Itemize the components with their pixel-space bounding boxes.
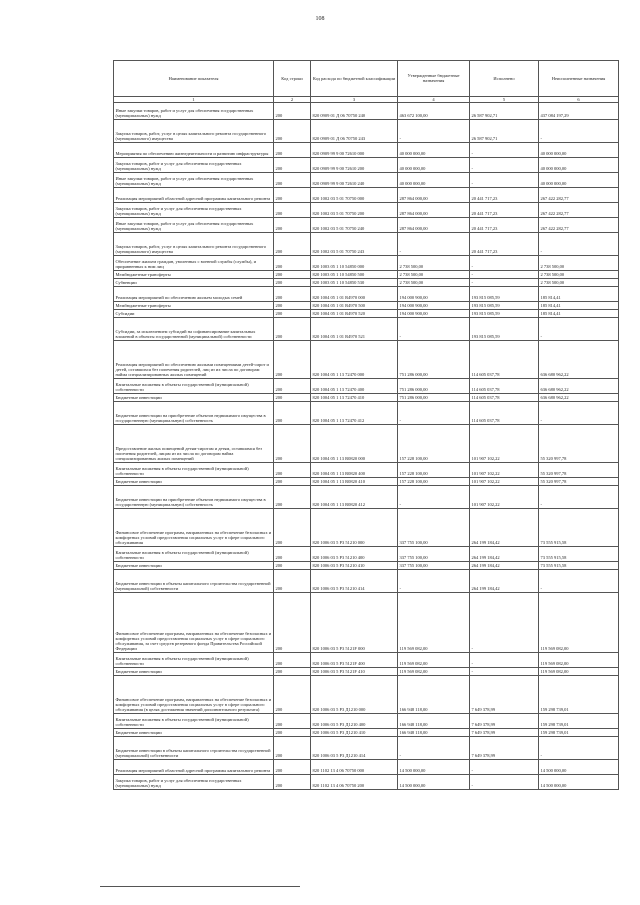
row-expense-code: 820 1006 03 5 P3 51210 414	[311, 569, 398, 592]
header-line-code: Код строки	[274, 61, 311, 97]
row-line-code: 200	[274, 187, 311, 202]
column-index: 6	[539, 96, 619, 102]
table-row	[114, 270, 619, 278]
row-unexecuted: 55 320 997,78	[539, 477, 619, 485]
table-row	[114, 728, 619, 736]
row-executed: 7 649 378,99	[470, 728, 539, 736]
row-expense-code: 820 1006 03 5 P3 5121F 410	[311, 667, 398, 675]
row-executed: 264 199 184,42	[470, 546, 539, 561]
row-name: Закупка товаров, работ и услуг для обеспечения государственных (муниципальных) нужд	[114, 774, 274, 789]
row-approved: -	[398, 401, 470, 424]
row-executed: -	[470, 592, 539, 652]
table-row	[114, 142, 619, 157]
row-name: Капитальные вложения в объекты государственной (муниципальной) собственности	[114, 378, 274, 393]
row-approved: -	[398, 317, 470, 340]
row-name: Бюджетные инвестиции в объекты капитального строительства государственной (муниципальной) собственности	[114, 569, 274, 592]
row-unexecuted: 40 000 000,00	[539, 172, 619, 187]
row-approved: 194 000 900,00	[398, 301, 470, 309]
row-expense-code: 820 1004 05 1 13 R0820 412	[311, 485, 398, 508]
row-expense-code: 820 0909 99 9 00 72610 000	[311, 142, 398, 157]
table-row	[114, 774, 619, 789]
row-executed: 264 199 184,42	[470, 561, 539, 569]
table-row	[114, 286, 619, 301]
row-name: Бюджетные инвестиции в объекты капитального строительства государственной (муниципальной) собственности	[114, 736, 274, 759]
table-row	[114, 713, 619, 728]
row-executed: 193 815 085,59	[470, 286, 539, 301]
row-expense-code: 820 1004 05 1 13 R0820 000	[311, 424, 398, 462]
row-unexecuted: 636 680 962,22	[539, 378, 619, 393]
row-line-code: 200	[274, 340, 311, 378]
header-approved: Утвержденные бюджетные назначения	[398, 61, 470, 97]
row-unexecuted: 185 814,41	[539, 309, 619, 317]
row-line-code: 200	[274, 652, 311, 667]
row-line-code: 200	[274, 736, 311, 759]
table-row	[114, 217, 619, 232]
row-executed: 264 199 184,42	[470, 569, 539, 592]
row-executed: -	[470, 652, 539, 667]
row-expense-code: 820 1004 05 1 01 R4970 500	[311, 301, 398, 309]
row-approved: 157 228 100,00	[398, 462, 470, 477]
row-executed: 114 605 037,78	[470, 378, 539, 393]
row-line-code: 200	[274, 561, 311, 569]
row-unexecuted: 14 500 000,00	[539, 759, 619, 774]
row-unexecuted: 159 298 739,01	[539, 728, 619, 736]
row-unexecuted: 185 814,41	[539, 286, 619, 301]
row-executed: 193 815 085,59	[470, 301, 539, 309]
row-executed: -	[470, 172, 539, 187]
row-line-code: 200	[274, 102, 311, 119]
row-name: Реализация мероприятий по обеспечению жилыми помещениями детей-сирот и детей, оставшихся без попечения родителей, лиц из их числа по договорам найма специализированных жилых помещений	[114, 340, 274, 378]
row-name: Межбюджетные трансферты	[114, 270, 274, 278]
row-expense-code: 820 1102 13 4 06 70750 000	[311, 759, 398, 774]
table-row	[114, 232, 619, 255]
row-approved: 751 286 000,00	[398, 393, 470, 401]
table-header-row	[114, 61, 619, 97]
row-line-code: 200	[274, 462, 311, 477]
table-row	[114, 477, 619, 485]
table-row	[114, 157, 619, 172]
row-approved: 751 286 000,00	[398, 340, 470, 378]
table-row	[114, 340, 619, 378]
table-row	[114, 301, 619, 309]
row-unexecuted: -	[539, 401, 619, 424]
row-approved: -	[398, 232, 470, 255]
table-row	[114, 424, 619, 462]
row-unexecuted: 2 738 500,00	[539, 278, 619, 286]
row-executed: -	[470, 255, 539, 270]
row-approved: 463 672 100,00	[398, 102, 470, 119]
row-line-code: 200	[274, 317, 311, 340]
row-unexecuted: 437 084 197,29	[539, 102, 619, 119]
row-approved: 194 000 900,00	[398, 286, 470, 301]
row-expense-code: 820 1004 05 1 13 72470 412	[311, 401, 398, 424]
row-approved: 119 569 082,00	[398, 652, 470, 667]
row-line-code: 200	[274, 232, 311, 255]
table-row	[114, 278, 619, 286]
row-line-code: 200	[274, 255, 311, 270]
row-expense-code: 820 1004 05 1 01 R4970 000	[311, 286, 398, 301]
row-unexecuted: 2 738 500,00	[539, 270, 619, 278]
table-row	[114, 317, 619, 340]
table-row	[114, 546, 619, 561]
row-expense-code: 820 1102 13 4 06 70750 200	[311, 774, 398, 789]
table-row	[114, 401, 619, 424]
row-executed: -	[470, 270, 539, 278]
row-executed: 114 605 037,78	[470, 401, 539, 424]
row-expense-code: 820 1004 05 1 01 R4970 520	[311, 309, 398, 317]
row-unexecuted: -	[539, 232, 619, 255]
header-unexecuted: Неисполненные назначения	[539, 61, 619, 97]
row-line-code: 200	[274, 172, 311, 187]
header-indicator-name: Наименование показателя	[114, 61, 274, 97]
row-line-code: 200	[274, 592, 311, 652]
row-expense-code: 820 1006 03 5 P3 51210 000	[311, 508, 398, 546]
table-row	[114, 187, 619, 202]
table-row	[114, 508, 619, 546]
row-approved: 40 000 000,00	[398, 172, 470, 187]
table-row	[114, 378, 619, 393]
row-expense-code: 820 1004 05 1 13 72470 000	[311, 340, 398, 378]
row-executed: 20 441 717,23	[470, 187, 539, 202]
column-index: 2	[274, 96, 311, 102]
table-row	[114, 462, 619, 477]
row-line-code: 200	[274, 728, 311, 736]
row-expense-code: 820 1004 05 1 01 R4970 521	[311, 317, 398, 340]
row-name: Финансовое обеспечение программ, направленных на обеспечение безопасных и комфортных условий предоставления социальных услуг в сфере социального обслуживания	[114, 508, 274, 546]
row-line-code: 200	[274, 119, 311, 142]
row-executed: 101 907 102,22	[470, 477, 539, 485]
table-row	[114, 561, 619, 569]
column-index: 3	[311, 96, 398, 102]
row-executed: 101 907 102,22	[470, 424, 539, 462]
row-approved: -	[398, 485, 470, 508]
row-unexecuted: 267 422 282,77	[539, 187, 619, 202]
footnote-divider	[100, 886, 300, 887]
row-expense-code: 820 1003 05 1 10 54850 500	[311, 270, 398, 278]
row-approved: -	[398, 736, 470, 759]
row-approved: 2 738 500,00	[398, 278, 470, 286]
row-approved: 14 500 000,00	[398, 759, 470, 774]
row-approved: 751 286 000,00	[398, 378, 470, 393]
row-name: Бюджетные инвестиции	[114, 667, 274, 675]
row-unexecuted: 119 569 082,00	[539, 592, 619, 652]
row-name: Субсидии, за исключением субсидий на софинансирование капитальных вложений в объекты государственной (муниципальной) собственности	[114, 317, 274, 340]
row-name: Бюджетные инвестиции на приобретение объектов недвижимого имущества в государственную (муниципальную) собственность	[114, 485, 274, 508]
row-approved: 157 228 100,00	[398, 424, 470, 462]
row-name: Мероприятия по обеспечению жизнедеятельности и развитию инфраструктуры	[114, 142, 274, 157]
row-name: Финансовое обеспечение программ, направленных на обеспечение безопасных и комфортных условий предоставления социальных услуг в сфере социального обслуживания, за счет средств резервного фонда Правительства Российской Федерации	[114, 592, 274, 652]
row-name: Иные закупки товаров, работ и услуг для обеспечения государственных (муниципальных) нужд	[114, 217, 274, 232]
row-name: Обеспечение жильем граждан, уволенных с военной службы (службы), и приравненных к ним лиц	[114, 255, 274, 270]
row-name: Капитальные вложения в объекты государственной (муниципальной) собственности	[114, 713, 274, 728]
table-row	[114, 119, 619, 142]
row-executed: -	[470, 278, 539, 286]
row-name: Бюджетные инвестиции	[114, 728, 274, 736]
row-line-code: 200	[274, 546, 311, 561]
row-approved: 119 569 082,00	[398, 667, 470, 675]
row-line-code: 200	[274, 142, 311, 157]
row-unexecuted: 55 320 997,78	[539, 424, 619, 462]
row-line-code: 200	[274, 378, 311, 393]
row-approved: -	[398, 119, 470, 142]
row-expense-code: 820 1002 03 5 01 70750 200	[311, 202, 398, 217]
row-unexecuted: 40 000 000,00	[539, 142, 619, 157]
row-expense-code: 820 1006 03 5 P3 Д1210 414	[311, 736, 398, 759]
row-unexecuted: 119 569 082,00	[539, 652, 619, 667]
row-name: Иные закупки товаров, работ и услуг для обеспечения государственных (муниципальных) нужд	[114, 102, 274, 119]
row-line-code: 200	[274, 270, 311, 278]
row-name: Закупка товаров, работ, услуг в целях капитального ремонта государственного (муниципального) имущества	[114, 232, 274, 255]
row-expense-code: 820 1006 03 5 P3 5121F 400	[311, 652, 398, 667]
row-unexecuted: 159 298 739,01	[539, 675, 619, 713]
row-executed: 193 815 085,59	[470, 317, 539, 340]
row-approved: 40 000 000,00	[398, 157, 470, 172]
row-executed: 26 587 902,71	[470, 119, 539, 142]
row-name: Капитальные вложения в объекты государственной (муниципальной) собственности	[114, 546, 274, 561]
table-row	[114, 667, 619, 675]
row-name: Реализация мероприятий областной адресной программы капитального ремонта	[114, 187, 274, 202]
row-line-code: 200	[274, 485, 311, 508]
row-line-code: 200	[274, 393, 311, 401]
table-row	[114, 255, 619, 270]
row-expense-code: 820 1002 03 5 01 70750 240	[311, 217, 398, 232]
row-unexecuted: 159 298 739,01	[539, 713, 619, 728]
row-expense-code: 820 1004 05 1 13 R0820 410	[311, 477, 398, 485]
row-unexecuted: -	[539, 736, 619, 759]
row-line-code: 200	[274, 424, 311, 462]
row-executed: 20 441 717,23	[470, 232, 539, 255]
row-executed: 114 605 037,78	[470, 393, 539, 401]
row-executed: 193 815 085,59	[470, 309, 539, 317]
column-index: 1	[114, 96, 274, 102]
row-expense-code: 820 0909 99 9 00 72610 200	[311, 157, 398, 172]
row-executed: 101 907 102,22	[470, 485, 539, 508]
row-expense-code: 820 1004 05 1 13 72470 410	[311, 393, 398, 401]
column-index: 5	[470, 96, 539, 102]
row-expense-code: 820 1006 03 5 P3 Д1210 400	[311, 713, 398, 728]
row-name: Закупка товаров, работ и услуг для обеспечения государственных (муниципальных) нужд	[114, 202, 274, 217]
table-row	[114, 172, 619, 187]
row-unexecuted: 73 555 915,58	[539, 508, 619, 546]
row-expense-code: 820 1004 05 1 13 R0820 400	[311, 462, 398, 477]
row-line-code: 200	[274, 508, 311, 546]
table-row	[114, 309, 619, 317]
header-executed: Исполнено	[470, 61, 539, 97]
row-approved: 119 569 082,00	[398, 592, 470, 652]
table-row	[114, 652, 619, 667]
row-approved: 2 738 500,00	[398, 270, 470, 278]
row-approved: 157 228 100,00	[398, 477, 470, 485]
row-approved: 14 500 000,00	[398, 774, 470, 789]
row-name: Реализация мероприятий по обеспечению жильем молодых семей	[114, 286, 274, 301]
row-executed: 26 587 902,71	[470, 102, 539, 119]
row-unexecuted: 185 814,41	[539, 301, 619, 309]
row-approved: 166 948 118,00	[398, 675, 470, 713]
row-expense-code: 820 1006 03 5 P3 Д1210 410	[311, 728, 398, 736]
header-expense-code: Код расхода по бюджетной классификации	[311, 61, 398, 97]
table-row	[114, 592, 619, 652]
row-name: Бюджетные инвестиции	[114, 393, 274, 401]
row-approved: 166 948 118,00	[398, 728, 470, 736]
row-name: Бюджетные инвестиции на приобретение объектов недвижимого имущества в государственную (муниципальную) собственность	[114, 401, 274, 424]
row-executed: -	[470, 157, 539, 172]
row-line-code: 200	[274, 301, 311, 309]
row-unexecuted: 73 555 915,58	[539, 561, 619, 569]
row-expense-code: 820 1006 03 5 P3 Д1210 000	[311, 675, 398, 713]
row-line-code: 200	[274, 278, 311, 286]
row-approved: 166 948 118,00	[398, 713, 470, 728]
row-line-code: 200	[274, 569, 311, 592]
row-line-code: 200	[274, 401, 311, 424]
table-row	[114, 759, 619, 774]
table-row	[114, 675, 619, 713]
row-executed: 264 199 184,42	[470, 508, 539, 546]
row-executed: -	[470, 759, 539, 774]
row-approved: -	[398, 569, 470, 592]
row-name: Бюджетные инвестиции	[114, 561, 274, 569]
row-expense-code: 820 1006 03 5 P3 5121F 000	[311, 592, 398, 652]
row-approved: 2 738 500,00	[398, 255, 470, 270]
budget-execution-table	[113, 60, 619, 790]
row-expense-code: 820 0909 01 Д 06 70750 240	[311, 102, 398, 119]
row-executed: -	[470, 667, 539, 675]
row-unexecuted: 14 500 000,00	[539, 774, 619, 789]
row-unexecuted: 267 422 282,77	[539, 202, 619, 217]
row-unexecuted: -	[539, 119, 619, 142]
row-executed: 101 907 102,22	[470, 462, 539, 477]
row-unexecuted: 55 320 997,78	[539, 462, 619, 477]
row-name: Субсидии	[114, 309, 274, 317]
row-name: Финансовое обеспечение программ, направленных на обеспечение безопасных и комфортных условий предоставления социальных услуг в сфере социального обслуживания (в целях достижения значений дополнительного результата)	[114, 675, 274, 713]
row-approved: 194 000 900,00	[398, 309, 470, 317]
column-index: 4	[398, 96, 470, 102]
table-row	[114, 202, 619, 217]
row-executed: 7 649 378,99	[470, 713, 539, 728]
row-line-code: 200	[274, 774, 311, 789]
row-approved: 337 755 100,00	[398, 561, 470, 569]
row-unexecuted: 267 422 282,77	[539, 217, 619, 232]
row-name: Закупка товаров, работ, услуг в целях капитального ремонта государственного (муниципального) имущества	[114, 119, 274, 142]
row-line-code: 200	[274, 759, 311, 774]
row-name: Субвенции	[114, 278, 274, 286]
row-unexecuted: 2 738 500,00	[539, 255, 619, 270]
row-name: Межбюджетные трансферты	[114, 301, 274, 309]
row-unexecuted: 636 680 962,22	[539, 393, 619, 401]
row-line-code: 200	[274, 675, 311, 713]
table-row	[114, 393, 619, 401]
row-unexecuted: -	[539, 317, 619, 340]
row-approved: 337 755 100,00	[398, 546, 470, 561]
table-body	[114, 102, 619, 789]
row-name: Предоставление жилых помещений детям-сиротам и детям, оставшимся без попечения родителей, лицам из их числа по договорам найма специализированных жилых помещений	[114, 424, 274, 462]
row-name: Иные закупки товаров, работ и услуг для обеспечения государственных (муниципальных) нужд	[114, 172, 274, 187]
row-expense-code: 820 1006 03 5 P3 51210 400	[311, 546, 398, 561]
row-line-code: 200	[274, 667, 311, 675]
row-name: Капитальные вложения в объекты государственной (муниципальной) собственности	[114, 462, 274, 477]
row-approved: 40 000 000,00	[398, 142, 470, 157]
row-executed: 114 605 037,78	[470, 340, 539, 378]
row-approved: 337 755 100,00	[398, 508, 470, 546]
row-executed: 20 441 717,23	[470, 202, 539, 217]
row-expense-code: 820 1004 05 1 13 72470 400	[311, 378, 398, 393]
row-line-code: 200	[274, 157, 311, 172]
row-executed: 20 441 717,23	[470, 217, 539, 232]
row-executed: -	[470, 774, 539, 789]
row-executed: 7 649 378,99	[470, 675, 539, 713]
row-expense-code: 820 0909 01 Д 06 70750 243	[311, 119, 398, 142]
row-expense-code: 820 1003 05 1 10 54850 530	[311, 278, 398, 286]
row-unexecuted: 636 680 962,22	[539, 340, 619, 378]
row-name: Закупка товаров, работ и услуг для обеспечения государственных (муниципальных) нужд	[114, 157, 274, 172]
row-unexecuted: -	[539, 569, 619, 592]
row-unexecuted: 40 000 000,00	[539, 157, 619, 172]
row-executed: -	[470, 142, 539, 157]
table-row	[114, 569, 619, 592]
table-row	[114, 485, 619, 508]
row-line-code: 200	[274, 217, 311, 232]
row-approved: 287 864 000,00	[398, 187, 470, 202]
row-line-code: 200	[274, 477, 311, 485]
page-number: 108	[315, 16, 325, 22]
table-row	[114, 736, 619, 759]
row-approved: 287 864 000,00	[398, 217, 470, 232]
row-line-code: 200	[274, 202, 311, 217]
row-approved: 287 864 000,00	[398, 202, 470, 217]
row-unexecuted: 73 555 915,58	[539, 546, 619, 561]
row-name: Капитальные вложения в объекты государственной (муниципальной) собственности	[114, 652, 274, 667]
row-name: Реализация мероприятий областной адресной программы капитального ремонта	[114, 759, 274, 774]
row-unexecuted: 119 569 082,00	[539, 667, 619, 675]
row-expense-code: 820 1003 05 1 10 54850 000	[311, 255, 398, 270]
row-line-code: 200	[274, 309, 311, 317]
row-executed: 7 649 378,99	[470, 736, 539, 759]
row-line-code: 200	[274, 713, 311, 728]
row-unexecuted: -	[539, 485, 619, 508]
table-row	[114, 102, 619, 119]
row-expense-code: 820 1006 03 5 P3 51210 410	[311, 561, 398, 569]
row-expense-code: 820 1002 03 5 01 70750 243	[311, 232, 398, 255]
row-expense-code: 820 0909 99 9 00 72610 240	[311, 172, 398, 187]
row-expense-code: 820 1002 03 5 01 70750 000	[311, 187, 398, 202]
row-line-code: 200	[274, 286, 311, 301]
row-name: Бюджетные инвестиции	[114, 477, 274, 485]
